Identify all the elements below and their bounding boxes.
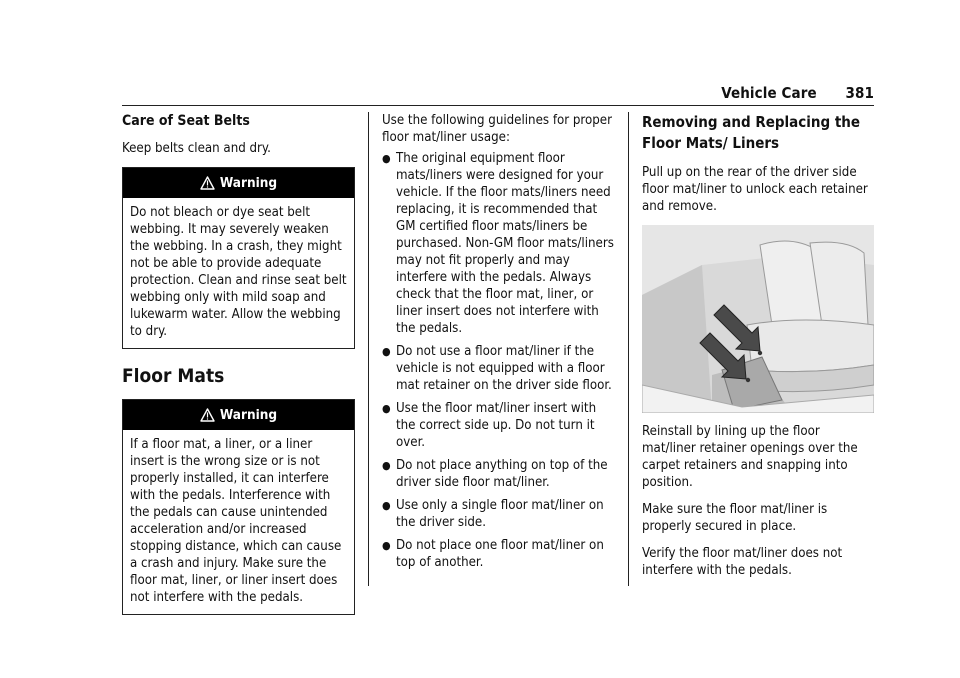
guidelines-list: [382, 150, 614, 571]
warning-header: [123, 168, 354, 198]
list-item: ● Use the floor mat/liner insert with the correct side up. Do not turn it over.: [382, 401, 597, 450]
list-item: ● The original equipment floor mats/liners were designed for your vehicle. If the floor mats/liners need replacing, it is recommended that GM certified floor mats/liners be purchased. Non-GM floor mats/liners may not fit properly and may interfere with the pedals. Always check that the floor mat, liner, or liner insert does not interfere with the pedals.: [382, 151, 614, 336]
verify-instructions: Verify the floor mat/liner does not interfere with the pedals.: [642, 546, 843, 578]
warning-title: Warning: [219, 175, 278, 191]
seat-belts-heading: Care of Seat Belts: [122, 113, 250, 129]
warning-header: [123, 400, 354, 430]
list-item: ● Do not use a floor mat/liner if the vehicle is not equipped with a floor mat retainer on the driver side floor.: [382, 344, 612, 393]
bullet-icon: ●: [382, 539, 391, 552]
page-number: 381: [845, 84, 874, 102]
list-item: ● Do not place one floor mat/liner on top of another.: [382, 538, 604, 570]
bullet-icon: ●: [382, 402, 391, 415]
header-rule: [122, 105, 874, 106]
floor-mat-retainer-photo: [642, 225, 874, 413]
warning-text: If a floor mat, a liner, or a liner insert is the wrong size or is not properly installed, it can interfere with the pedals. Interference with the pedals can cause unintended acceleration and/or increased stopping distance, which can cause a crash and injury. Make sure the floor mat, liner, or liner insert does not interfere with the pedals.: [130, 437, 342, 605]
warning-box: [122, 167, 355, 349]
bullet-icon: ●: [382, 499, 391, 512]
column-middle: [382, 112, 614, 577]
column-right: [642, 112, 874, 589]
warning-triangle-icon: [200, 408, 215, 422]
warning-title: Warning: [219, 407, 278, 423]
column-left: [122, 112, 355, 625]
page-header: [721, 84, 874, 102]
secure-instructions: Make sure the floor mat/liner is properly secured in place.: [642, 502, 828, 534]
list-item: ● Use only a single floor mat/liner on the driver side.: [382, 498, 604, 530]
bullet-icon: ●: [382, 345, 391, 358]
list-item: ● Do not place anything on top of the driver side floor mat/liner.: [382, 458, 608, 490]
warning-text: Do not bleach or dye seat belt webbing. It may severely weaken the webbing. In a crash, they might not be able to provide adequate protection. Clean and rinse seat belt webbing only with mild soap and lukewarm water. Allow the webbing to dry.: [130, 205, 347, 339]
seat-belts-intro: Keep belts clean and dry.: [122, 141, 271, 156]
warning-box: [122, 399, 355, 615]
column-divider: [368, 112, 369, 586]
removal-instructions: Pull up on the rear of the driver side floor mat/liner to unlock each retainer and remove.: [642, 165, 868, 214]
warning-triangle-icon: [200, 176, 215, 190]
floor-mats-heading: Floor Mats: [122, 365, 225, 387]
section-title: Vehicle Care: [721, 84, 817, 102]
column-divider: [628, 112, 629, 586]
removing-replacing-heading: Removing and Replacing the Floor Mats/ Liners: [642, 113, 861, 152]
bullet-icon: ●: [382, 152, 391, 165]
guidelines-intro: Use the following guidelines for proper floor mat/liner usage:: [382, 113, 612, 145]
reinstall-instructions: Reinstall by lining up the floor mat/liner retainer openings over the carpet retainers and snapping into position.: [642, 424, 858, 490]
bullet-icon: ●: [382, 459, 391, 472]
